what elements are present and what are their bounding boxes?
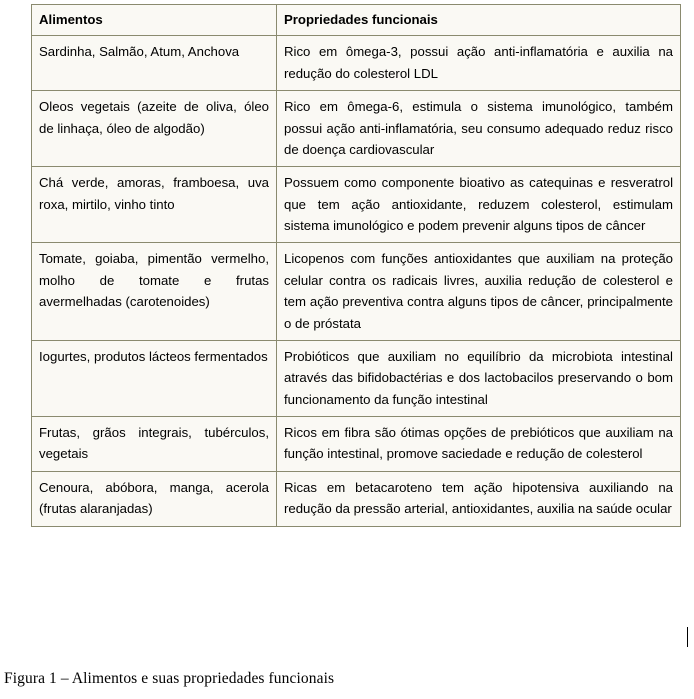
cell-properties: Probióticos que auxiliam no equilíbrio da microbiota intestinal através das bifidobactérias e dos lactobacilos preservando o bom funcionamento da função intestinal — [277, 340, 681, 416]
cell-properties: Possuem como componente bioativo as catequinas e resveratrol que tem ação antioxidante, reduzem colesterol, estimulam sistema imunológico e podem prevenir alguns tipos de câncer — [277, 167, 681, 243]
cell-foods: Oleos vegetais (azeite de oliva, óleo de linhaça, óleo de algodão) — [32, 91, 277, 167]
figure-caption: Figura 1 – Alimentos e suas propriedades funcionais — [4, 670, 335, 687]
cell-foods: Frutas, grãos integrais, tubérculos, vegetais — [32, 417, 277, 472]
cell-properties: Rico em ômega-6, estimula o sistema imunológico, também possui ação anti-inflamatória, seu consumo adequado reduz risco de doença cardiovascular — [277, 91, 681, 167]
table-row — [32, 243, 681, 341]
column-header-properties: Propriedades funcionais — [277, 5, 681, 36]
functional-foods-table — [31, 4, 681, 527]
table-row — [32, 417, 681, 472]
table-row — [32, 340, 681, 416]
column-header-foods: Alimentos — [32, 5, 277, 36]
table-row — [32, 167, 681, 243]
cell-properties: Ricas em betacaroteno tem ação hipotensiva auxiliando na redução da pressão arterial, antioxidantes, auxilia na saúde ocular — [277, 471, 681, 526]
cell-properties: Rico em ômega-3, possui ação anti-inflamatória e auxilia na redução do colesterol LDL — [277, 36, 681, 91]
table-row — [32, 91, 681, 167]
cell-foods: Sardinha, Salmão, Atum, Anchova — [32, 36, 277, 91]
table-header-row — [32, 5, 681, 36]
cell-properties: Ricos em fibra são ótimas opções de prebióticos que auxiliam na função intestinal, promove saciedade e redução de colesterol — [277, 417, 681, 472]
cell-foods: Iogurtes, produtos lácteos fermentados — [32, 340, 277, 416]
cell-properties: Licopenos com funções antioxidantes que auxiliam na proteção celular contra os radicais livres, auxilia redução de colesterol e tem ação preventiva contra alguns tipos de câncer, principalmente o de próstata — [277, 243, 681, 341]
table-header — [32, 5, 681, 36]
page-margin-mark — [687, 627, 688, 647]
table-body — [32, 36, 681, 526]
cell-foods: Cenoura, abóbora, manga, acerola (frutas alaranjadas) — [32, 471, 277, 526]
table-row — [32, 471, 681, 526]
cell-foods: Chá verde, amoras, framboesa, uva roxa, mirtilo, vinho tinto — [32, 167, 277, 243]
table-row — [32, 36, 681, 91]
cell-foods: Tomate, goiaba, pimentão vermelho, molho de tomate e frutas avermelhadas (carotenoides) — [32, 243, 277, 341]
